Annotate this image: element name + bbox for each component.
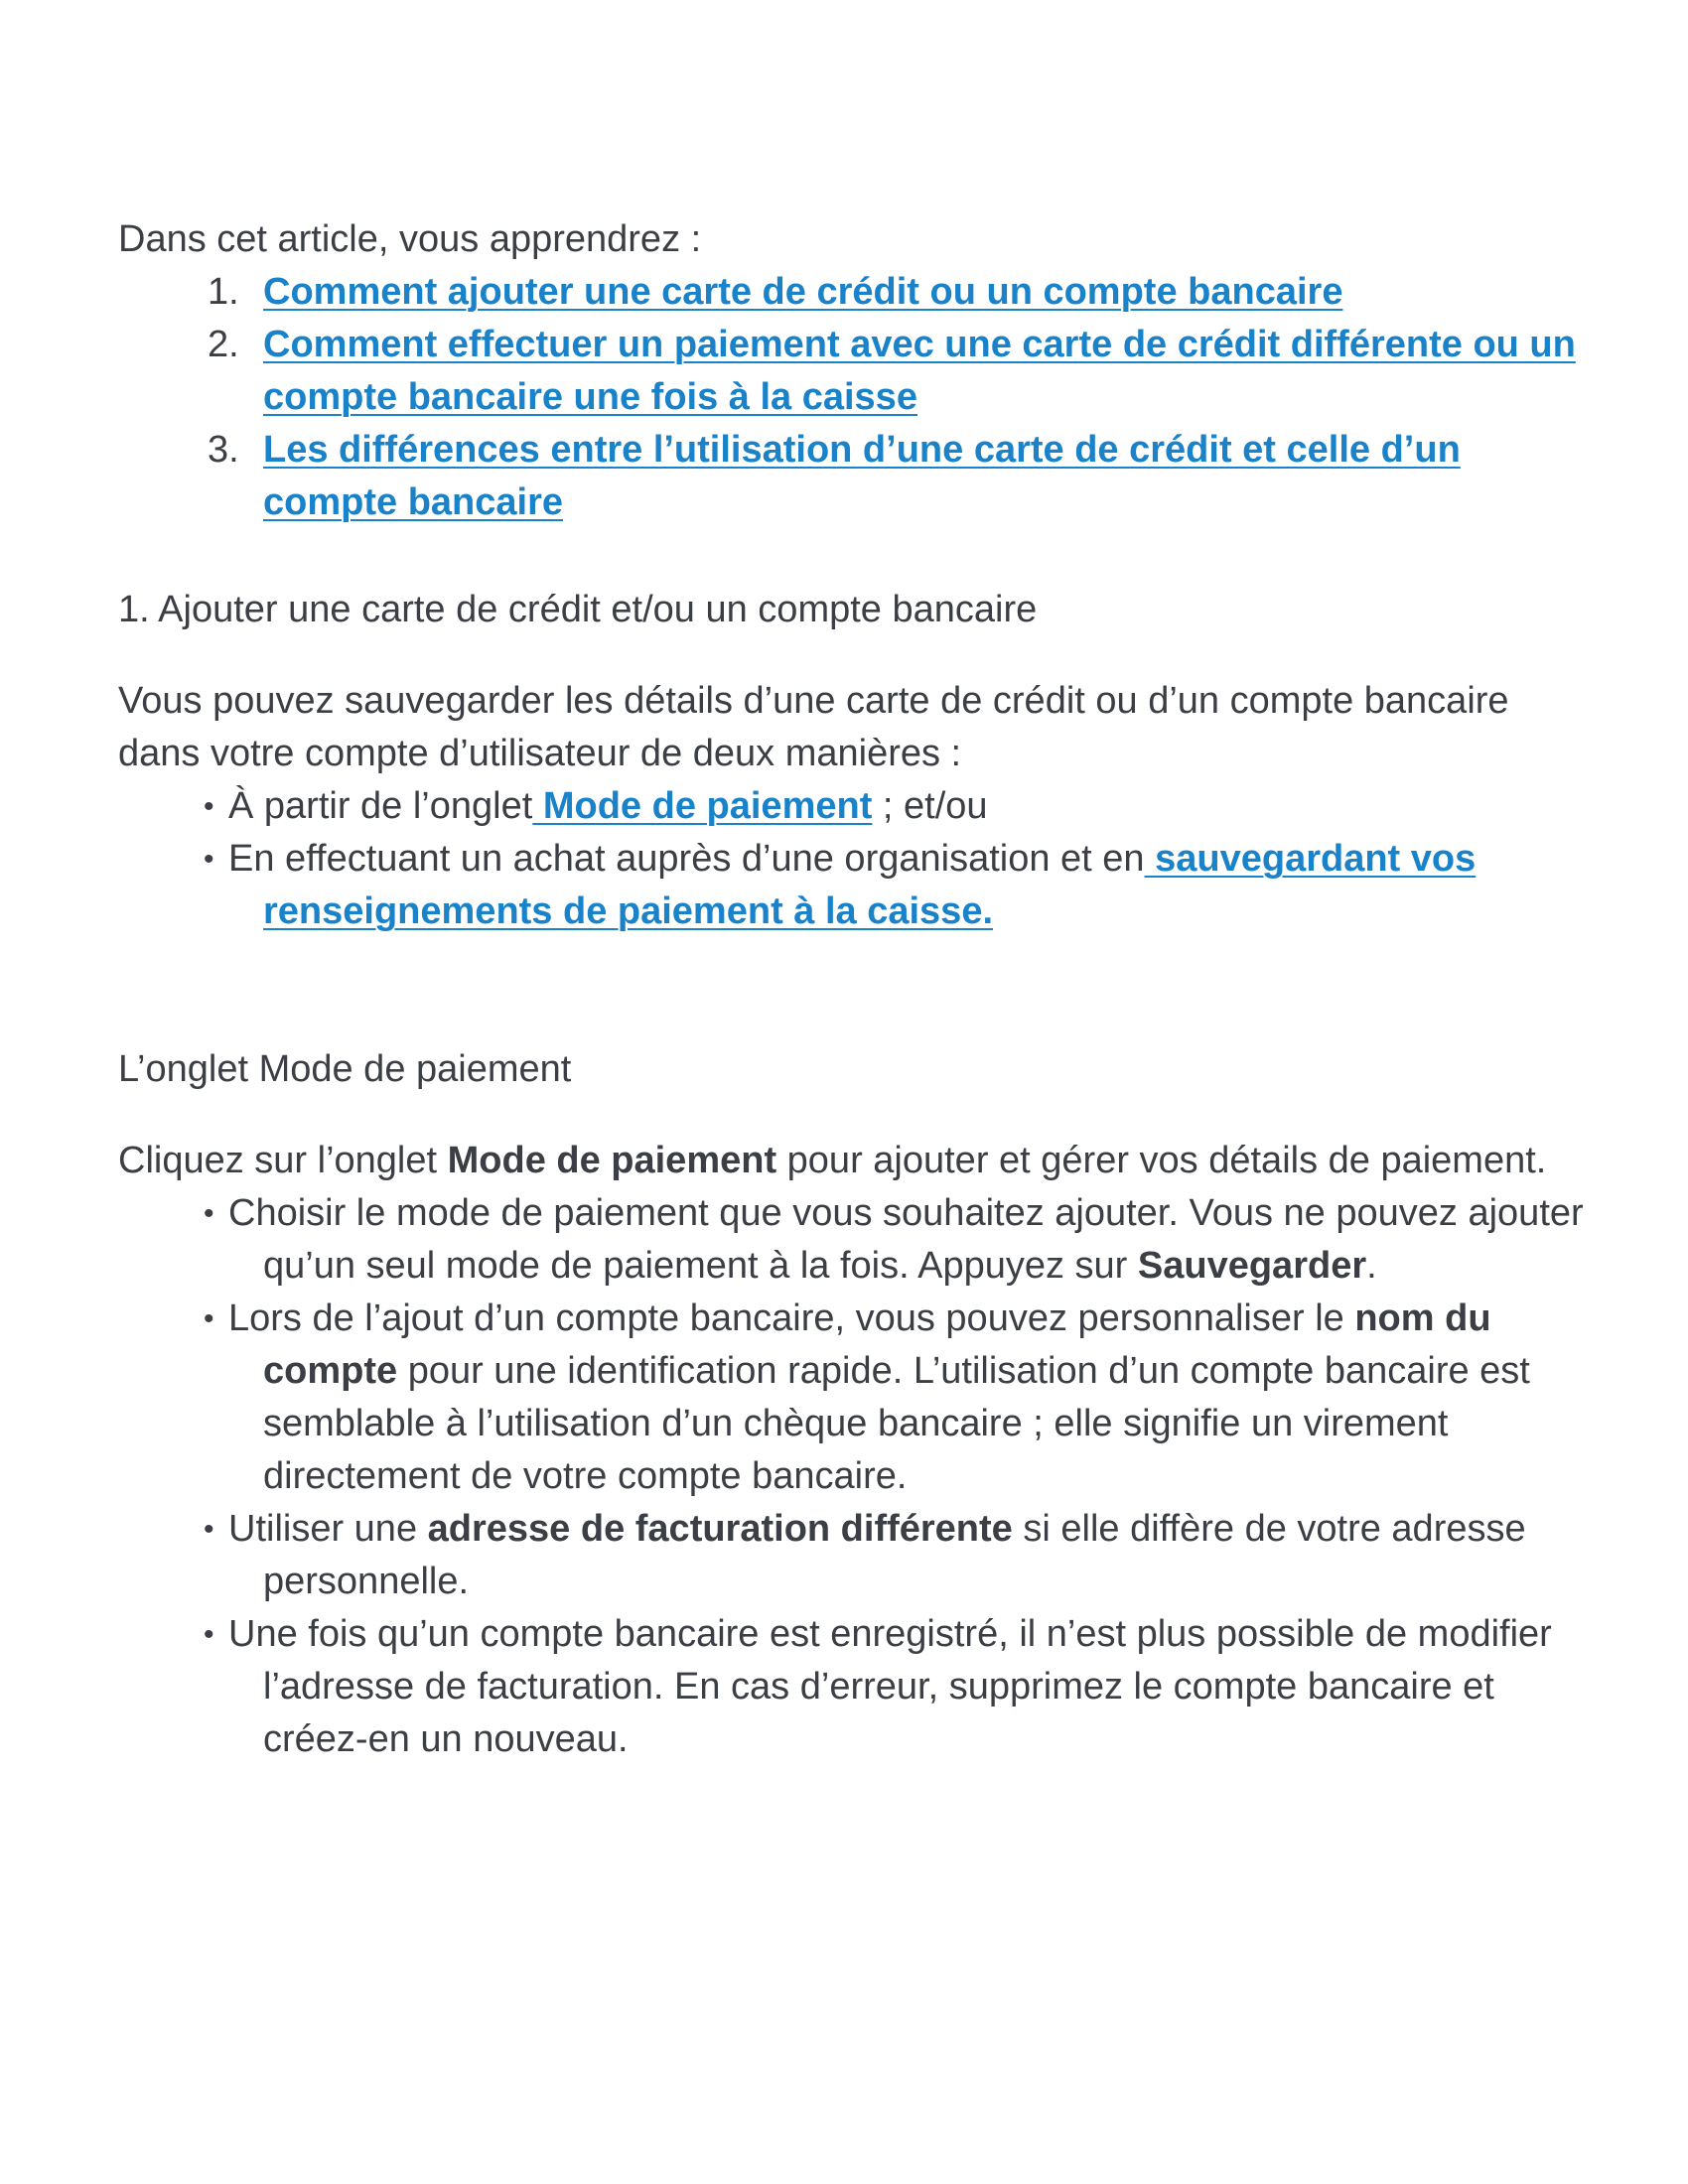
bullet-text: En effectuant un achat auprès d’une organisation et en — [228, 838, 1145, 880]
bullet-text: Une fois qu’un compte bancaire est enregistré, il n’est plus possible de modifier l’adresse de facturation. En cas d’erreur, supprimez le compte bancaire et créez-en un nouveau. — [228, 1613, 1552, 1760]
bullet-text: Choisir le mode de paiement que vous souhaitez ajouter. Vous ne pouvez ajouter qu’un seul mode de paiement à la fois. Appuyez sur — [228, 1192, 1584, 1287]
bold-text: Mode de paiement — [447, 1140, 777, 1181]
bullet-text: Lors de l’ajout d’un compte bancaire, vous pouvez personnaliser le — [228, 1297, 1355, 1339]
section1-paragraph: Vous pouvez sauvegarder les détails d’une carte de crédit ou d’un compte bancaire dans votre compte d’utilisateur de deux manières : — [118, 680, 1509, 774]
list-item — [118, 1503, 1588, 1608]
bold-text: nom du compte — [263, 1297, 1491, 1392]
bullet-text: . — [1366, 1245, 1377, 1287]
toc-number: 1. — [208, 271, 239, 313]
bullet-dot: • — [204, 1302, 214, 1335]
section2-heading: L’onglet Mode de paiement — [118, 1048, 572, 1090]
table-of-contents — [118, 266, 1588, 529]
list-item — [118, 833, 1588, 938]
bullet-text: À partir de l’onglet — [228, 785, 533, 827]
payment-method-tab-link[interactable]: Mode de paiement — [532, 785, 873, 827]
list-item — [118, 1608, 1588, 1766]
document-page — [118, 213, 1588, 1766]
paragraph-text: Cliquez sur l’onglet — [118, 1140, 448, 1181]
toc-link-add-card[interactable]: Comment ajouter une carte de crédit ou un compte bancaire — [263, 271, 1343, 313]
toc-number: 2. — [208, 324, 239, 365]
bold-text: Sauvegarder — [1137, 1245, 1367, 1287]
bullet-dot: • — [204, 790, 214, 823]
bullet-dot: • — [204, 1513, 214, 1546]
toc-item — [118, 266, 1588, 319]
section2-bullet-list — [118, 1187, 1588, 1766]
toc-link-differences[interactable]: Les différences entre l’utilisation d’une carte de crédit et celle d’un compte bancaire — [263, 429, 1461, 523]
toc-link-pay-different-card[interactable]: Comment effectuer un paiement avec une carte de crédit différente ou un compte bancaire une fois à la caisse — [263, 324, 1576, 418]
bullet-dot: • — [204, 843, 214, 876]
bullet-dot: • — [204, 1618, 214, 1651]
bullet-text: pour une identification rapide. L’utilisation d’un compte bancaire est semblable à l’utilisation d’un chèque bancaire ; elle signifie un virement directement de votre compte bancaire. — [263, 1350, 1530, 1497]
save-payment-info-link[interactable]: sauvegardant vos renseignements de paiement à la caisse. — [263, 838, 1477, 932]
bullet-text: ; et/ou — [872, 785, 988, 827]
bullet-text: Utiliser une — [228, 1508, 428, 1550]
section1-bullet-list — [118, 780, 1588, 938]
intro-text: Dans cet article, vous apprendrez : — [118, 218, 702, 260]
bold-text: adresse de facturation différente — [427, 1508, 1013, 1550]
list-item — [118, 780, 1588, 833]
section1-heading: 1. Ajouter une carte de crédit et/ou un compte bancaire — [118, 589, 1038, 630]
toc-number: 3. — [208, 429, 239, 471]
section2-paragraph — [118, 1135, 1588, 1187]
toc-item — [118, 319, 1588, 424]
toc-item — [118, 424, 1588, 529]
paragraph-text: pour ajouter et gérer vos détails de paiement. — [776, 1140, 1547, 1181]
bullet-text: si elle diffère de votre adresse personnelle. — [263, 1508, 1526, 1602]
bullet-dot: • — [204, 1197, 214, 1230]
list-item — [118, 1293, 1588, 1503]
list-item — [118, 1187, 1588, 1293]
